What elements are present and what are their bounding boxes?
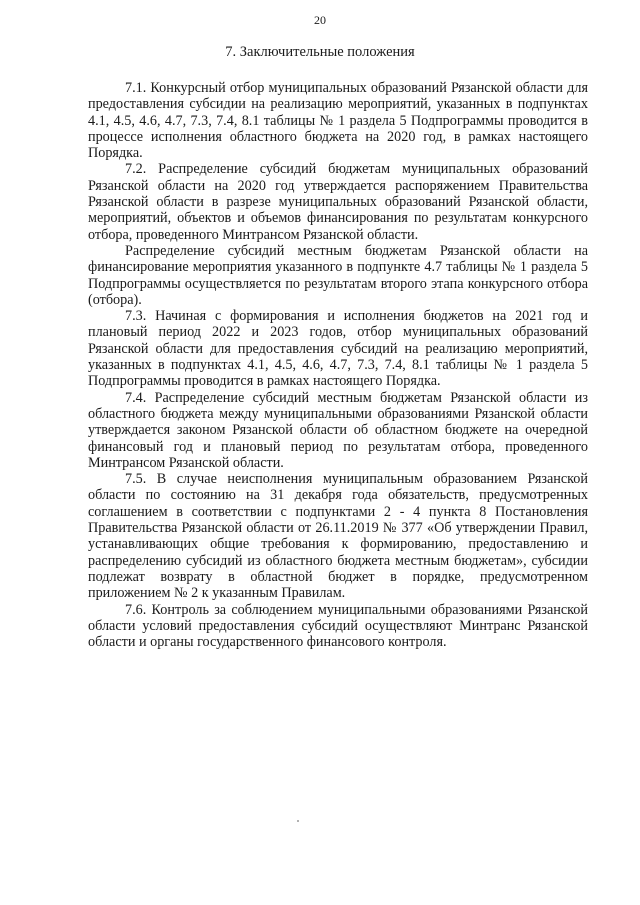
body-text (88, 80, 588, 650)
paragraph-7-6: 7.6. Контроль за соблюдением муниципальными образованиями Рязанской области условий предоставления субсидий осуществляют Минтранс Рязанской области и органы государственного финансового контроля. (88, 601, 588, 651)
paragraph-7-2-continuation: Распределение субсидий местным бюджетам Рязанской области на финансирование мероприятия указанного в подпункте 4.7 таблицы № 1 раздела 5 Подпрограммы осуществляется по результатам второго этапа конкурсного отбора (отбора). (88, 242, 588, 308)
paragraph-7-4: 7.4. Распределение субсидий местным бюджетам Рязанской области из областного бюджета между муниципальными образованиями Рязанской области утверждается законом Рязанской области об областном бюджете на очередной финансовый год и плановый период по результатам отбора, проведенного Минтрансом Рязанской области. (88, 389, 588, 471)
paragraph-7-2: 7.2. Распределение субсидий бюджетам муниципальных образований Рязанской области на 2020 год утверждается распоряжением Правительства Рязанской области в разрезе муниципальных образований Рязанской области, мероприятий, объектов и объемов финансирования по результатам конкурсного отбора, проведенного Минтрансом Рязанской области. (88, 161, 588, 243)
section-title: 7. Заключительные положения (225, 44, 415, 60)
scan-artifact-dot (297, 820, 299, 822)
paragraph-7-1: 7.1. Конкурсный отбор муниципальных образований Рязанской области для предоставления субсидии на реализацию мероприятий, указанных в подпунктах 4.1, 4.5, 4.6, 4.7, 7.3, 7.4, 8.1 таблицы № 1 раздела 5 Подпрограммы проводится в процессе исполнения областного бюджета на 2020 год, в рамках настоящего Порядка. (88, 80, 588, 162)
paragraph-7-5: 7.5. В случае неисполнения муниципальным образованием Рязанской области по состоянию на 31 декабря года обязательств, предусмотренных соглашением в соответствии с подпунктами 2 - 4 пункта 8 Постановления Правительства Рязанской области от 26.11.2019 № 377 «Об утверждении Правил, устанавливающих общие требования к формированию, предоставлению и распределению субсидий из областного бюджета местным бюджетам», субсидии подлежат возврату в областной бюджет в порядке, предусмотренном приложением № 2 к указанным Правилам. (88, 471, 588, 602)
page-number: 20 (314, 13, 326, 27)
paragraph-7-3: 7.3. Начиная с формирования и исполнения бюджетов на 2021 год и плановый период 2022 и 2023 годов, отбор муниципальных образований Рязанской области для предоставления субсидий на реализацию мероприятий, указанных в подпунктах 4.1, 4.5, 4.6, 4.7, 7.3, 7.4, 8.1 таблицы № 1 раздела 5 Подпрограммы проводится в рамках настоящего Порядка. (88, 308, 588, 390)
